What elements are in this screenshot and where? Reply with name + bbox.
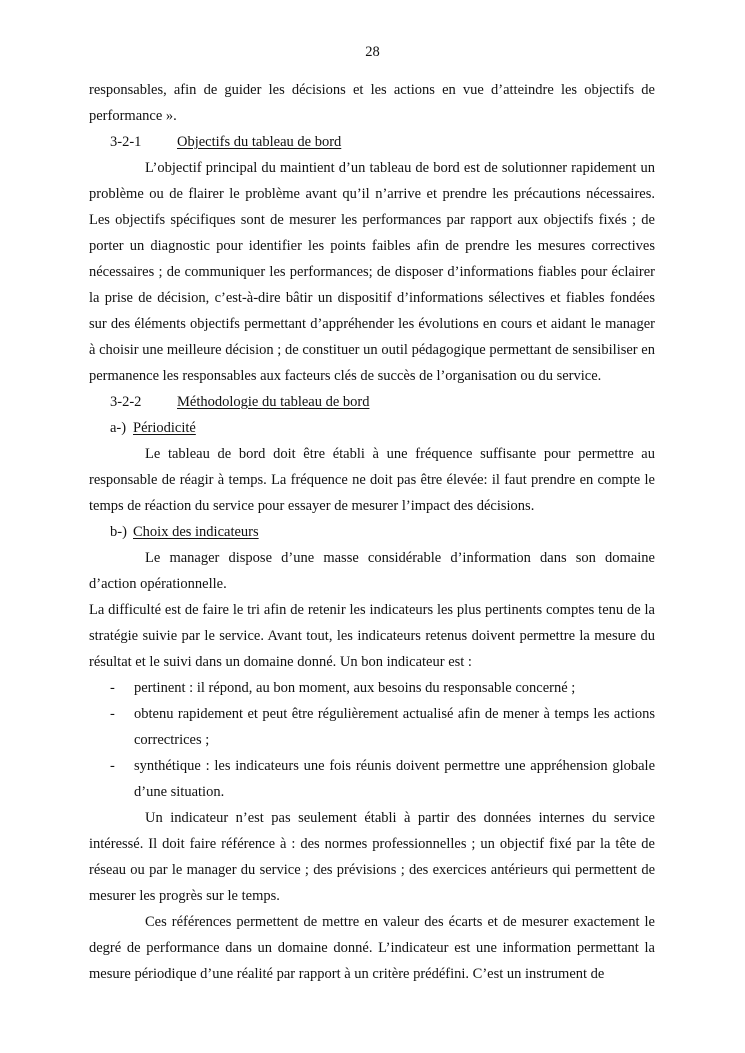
section-title: Objectifs du tableau de bord: [177, 134, 342, 150]
subsection-heading-b: [89, 519, 655, 545]
subsection-title: Choix des indicateurs: [133, 524, 259, 540]
bullet-dash: -: [110, 706, 115, 722]
subsection-letter: b-): [110, 524, 127, 540]
bullet-dash: -: [110, 680, 115, 696]
objectives-paragraph: L’objectif principal du maintient d’un tableau de bord est de solutionner rapidement un problème ou de flairer le problème avant qu’il n’arrive et prendre les précautions nécessaires. Les objectifs spécifiques sont de mesurer les performances par rapport aux objectifs fixés ; de porter un diagnostic pour identifier les points faibles afin de prendre les mesures correctives nécessaires ; de communiquer les performances; de disposer d’informations fiables pour éclairer la prise de décision, c’est-à-dire bâtir un dispositif d’informations sélectives et fiables fondées sur des éléments objectifs permettant d’appréhender les évolutions en cours et aidant le manager à choisir une meilleure décision ; de constituer un outil pédagogique permettant de sensibiliser en permanence les responsables aux facteurs clés de succès de l’organisation ou du service.: [89, 160, 655, 384]
list-item: [89, 701, 655, 753]
list-item: [89, 675, 655, 701]
page-number: 28: [365, 44, 380, 60]
indicators-paragraph-2: La difficulté est de faire le tri afin de retenir les indicateurs les plus pertinents comptes tenu de la stratégie suivie par le service. Avant tout, les indicateurs retenus doivent permettre la mesure du résultat et le suivi dans un domaine donné. Un bon indicateur est :: [89, 602, 655, 670]
document-body: [89, 77, 655, 987]
section-heading-3-2-2: [89, 389, 655, 415]
section-number: 3-2-2: [110, 394, 142, 410]
list-item-text: synthétique : les indicateurs une fois réunis doivent permettre une appréhension globale d’une situation.: [134, 758, 655, 800]
indicators-paragraph-3: Un indicateur n’est pas seulement établi à partir des données internes du service intéressé. Il doit faire référence à : des normes professionnelles ; un objectif fixé par la tête de réseau ou par le manager du service ; des prévisions ; des exercices antérieurs qui permettent de mesurer les progrès sur le temps.: [89, 810, 655, 904]
section-heading-3-2-1: [89, 129, 655, 155]
subsection-letter: a-): [110, 420, 127, 436]
list-item: [89, 753, 655, 805]
periodicity-paragraph: Le tableau de bord doit être établi à une fréquence suffisante pour permettre au responsable de réagir à temps. La fréquence ne doit pas être élevée: il faut prendre en compte le temps de réaction du service pour essayer de mesurer l’impact des décisions.: [89, 446, 655, 514]
section-number: 3-2-1: [110, 134, 142, 150]
list-item-text: obtenu rapidement et peut être régulièrement actualisé afin de mener à temps les actions correctrices ;: [134, 706, 655, 748]
list-item-text: pertinent : il répond, au bon moment, aux besoins du responsable concerné ;: [134, 680, 576, 696]
intro-paragraph: responsables, afin de guider les décisions et les actions en vue d’atteindre les objectifs de performance ».: [89, 82, 655, 124]
subsection-title: Périodicité: [133, 420, 196, 436]
indicator-criteria-list: [89, 675, 655, 805]
indicators-paragraph-1: Le manager dispose d’une masse considérable d’information dans son domaine d’action opérationnelle.: [89, 550, 655, 592]
subsection-heading-a: [89, 415, 655, 441]
bullet-dash: -: [110, 758, 115, 774]
section-title: Méthodologie du tableau de bord: [177, 394, 370, 410]
indicators-paragraph-4: Ces références permettent de mettre en valeur des écarts et de mesurer exactement le degré de performance dans un domaine donné. L’indicateur est une information permettant la mesure périodique d’une réalité par rapport à un critère prédéfini. C’est un instrument de: [89, 914, 655, 982]
